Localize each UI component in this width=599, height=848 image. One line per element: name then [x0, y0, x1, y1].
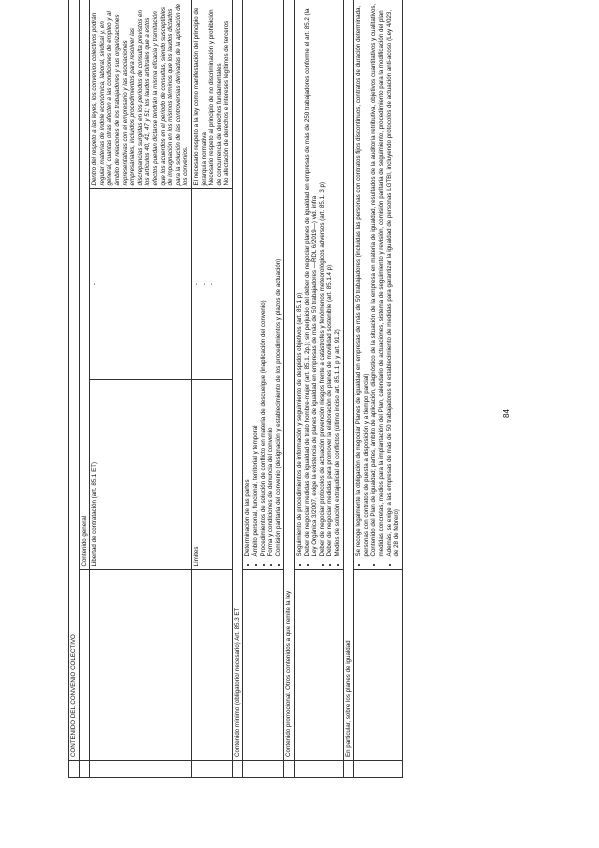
list-item: • Determinación de las partes — [244, 2, 252, 557]
list-item: • Deber de negociar protocolos de actuación prevención riesgos frente a catástrofes y fenómenos meteorológicos adversos (art. 85.1. 3 p) — [319, 2, 327, 557]
libertad-label: Libertad de contratación (art. 85.1 ET) — [90, 380, 192, 571]
section-promocional-label: Contenido promocional. Otros contenidos a que remite la ley — [284, 0, 295, 761]
list-item: • Procedimientos de solución de conflicto en materia de descuelgue (inaplicación del convenio) — [260, 2, 268, 557]
list-item: • Seguimiento de procedimientos de información y seguimiento de despidos objetivos (art. 85.1 p) — [296, 2, 304, 557]
list-item: • Comisión paritaria del convenio (designación y establecimiento de los procedimientos y plazos de actuación) — [275, 2, 283, 557]
bullet-marker: - — [200, 283, 208, 286]
section-general-label: Contenido general — [79, 0, 90, 570]
list-item: • Medios de solución extrajudicial de conflictos (último inciso art. 85.1.1 p y art. 91.2) — [334, 2, 342, 557]
promocional-list — [296, 2, 342, 567]
list-item: • Ámbito personal, funcional, territorial y temporal — [252, 2, 260, 557]
list-item: • Se recoge legalmente la obligación de negociar Planes de igualdad en empresas de más de 50 trabajadores (incluidas las personas con contratos fijos discontinuos, contratos de duración determinada, personas con contratos de puesta a disposición y a tiempo parcial) — [355, 2, 370, 557]
limites-item: No afectación de derechos e intereses legítimos de terceros — [223, 20, 231, 186]
limites-item: El necesario respeto a la ley como manifestación del principio de jerarquía normativa — [192, 7, 208, 186]
rotated-page-content — [68, 0, 508, 778]
bullet-marker: - — [90, 189, 192, 380]
section-minimo-label: Contenido mínimo (obligatorio/ necesario) Art. 85.3 ET — [232, 0, 243, 761]
page-number: 84 — [502, 409, 511, 418]
list-item: • Deber de negociar medidas de igualdad de trato hombre-mujer (art. 85.1. 2p.); sin perjuicio del deber de negociar planes de igualdad en empresas de más de 250 trabajadores conforme el art. 85.2 (la Ley Orgánica 3/2007, exige la existencia de planes de igualdad en empresas de más de 50 trabajadores —RDL 6/2019—) vid. infra — [304, 2, 319, 557]
bullet-marker: - — [208, 283, 216, 286]
list-item: • Contenido del Plan de igualdad; partes, ámbito de aplicación, diagnóstico de la situación de la empresa en materia de igualdad, resultados de la auditoría retributiva, objetivos cuantitativos y cualitativos, medidas concretas, medios para la implantación del Plan, calendario de actuaciones, sistema de seguimiento y revisión, comisión paritaria de seguimiento, procedimiento para la modificación del plan — [370, 2, 385, 557]
bullet-marker: - — [192, 283, 200, 286]
limites-label: Límites — [191, 380, 232, 571]
minimo-list — [244, 2, 282, 567]
list-item: • Además, se exige a las empresas de más de 50 trabajadores el establecimiento de medidas para garantizar la igualdad de personas LGTBI, incluyendo protocolos de actuación anti-acoso (Ley 4/023, de 28 de febrero) — [386, 2, 401, 557]
section-igualdad-label: En particular, sobre los planes de igualdad — [343, 0, 354, 761]
igualdad-list — [355, 2, 401, 567]
libertad-text: Dentro del respeto a las leyes, los convenios colectivos podrán regular materias de índole económica, laboral, sindical y, en general, cuantas otras afecten a las condiciones de empleo y al ámbito de relaciones de los trabajadores y sus organizaciones representativas con el empresario y las asociaciones empresariales, incluidos procedimientos para resolver las discrepancias surgidas en los períodos de consulta previstos en los artículos 40, 41, 47 y 51; los laudos arbitrales que a estos efectos puedan dictarse tendrán la misma eficacia y tramitación que los acuerdos en el periodo de consultas, siendo susceptibles de impugnación en los mismos términos que los laudos dictados para la solución de las controversias derivadas de la aplicación de los convenios. — [90, 0, 192, 189]
list-item: • Deber de negociar medidas para promover la elaboración de planes de movilidad sostenible (art. 85.1.4 p) — [326, 2, 334, 557]
table-title: CONTENIDO DEL CONVENIO COLECTIVO — [69, 0, 80, 761]
list-item: • Forma y condiciones de denuncia del convenio — [267, 2, 275, 557]
limites-item: Necesario respeto al principio de no discriminación y prohibición de concurrencia de derechos fundamentales — [208, 9, 223, 186]
contenido-table — [68, 0, 403, 778]
